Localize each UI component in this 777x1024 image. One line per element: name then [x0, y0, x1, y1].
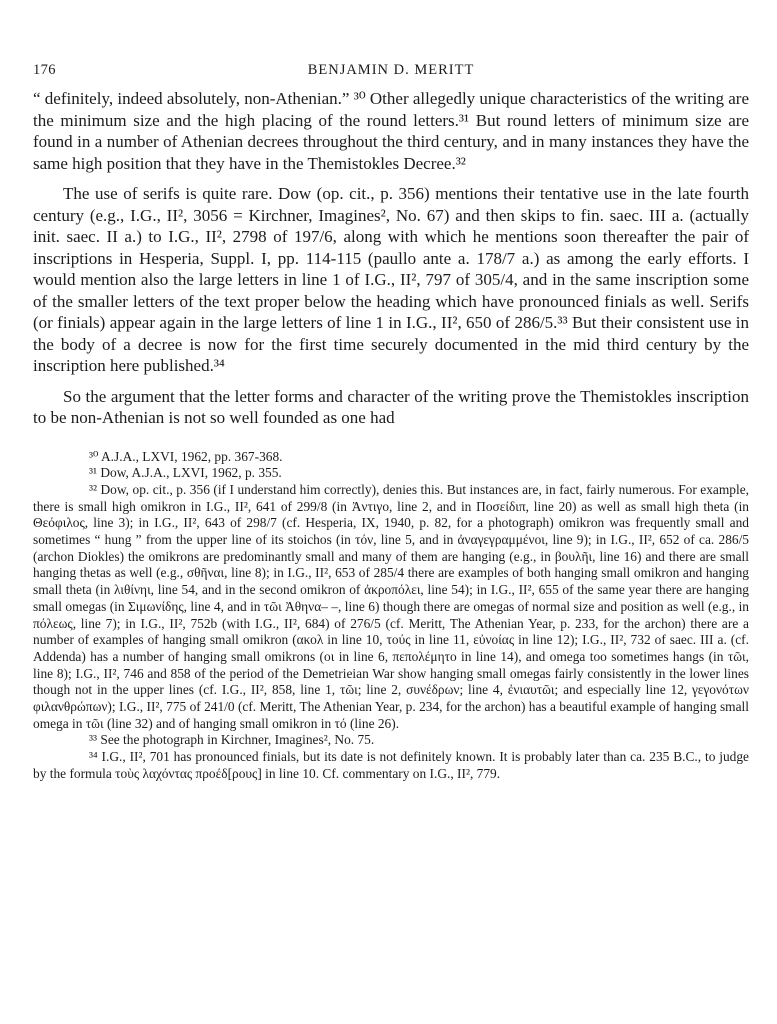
paragraph: “ definitely, indeed absolutely, non-Athenian.” ³⁰ Other allegedly unique characteristics of the writing are the minimum size and the high placing of the round letters.³¹ But round letters of minimum size are found in a number of Athenian decrees throughout the third century, and in many instances they have the same high position that they have in the Themistokles Decree.³² [33, 89, 749, 173]
paragraph: The use of serifs is quite rare. Dow (op. cit., p. 356) mentions their tentative use in the late fourth century (e.g., I.G., II², 3056 = Kirchner, Imagines², No. 67) and then skips to fin. saec. III a. (actually init. saec. II a.) to I.G., II², 2798 of 197/6, along with which he mentions soon thereafter the pair of inscriptions in Hesperia, Suppl. I, pp. 114-115 (paullo ante a. 178/7 a.) as among the early efforts. I would mention also the large letters in line 1 of I.G., II², 797 of 305/4, and in the same inscription some of the smaller letters of the text proper below the heading which have pronounced finials as well. Serifs (or finials) appear again in the large letters of line 1 in I.G., II², 650 of 286/5.³³ But their consistent use in the body of a decree is now for the first time securely documented in the mid third century by the inscription here published.³⁴ [33, 184, 749, 375]
body-text [33, 88, 749, 429]
footnote-30: ³⁰ A.J.A., LXVI, 1962, pp. 367-368. [89, 448, 283, 464]
footnote-31: ³¹ Dow, A.J.A., LXVI, 1962, p. 355. [89, 465, 282, 481]
footnote-34: ³⁴ I.G., II², 701 has pronounced finials, but its date is not definitely known. It is probably later than ca. 235 B.C., to judge by the formula τοὺς λαχόντας προέδ[ρους] in line 10. Cf. commentary on I.G., II², 779. [33, 749, 749, 781]
page-number: 176 [33, 62, 56, 78]
footnote-33: ³³ See the photograph in Kirchner, Imagines², No. 75. [89, 732, 375, 748]
author-running-title: BENJAMIN D. MERITT [307, 62, 475, 78]
running-head [33, 62, 749, 88]
footnotes [33, 449, 749, 783]
footnote-32: ³² Dow, op. cit., p. 356 (if I understand him correctly), denies this. But instances are, in fact, fairly numerous. For example, there is small high omikron in I.G., II², 641 of 299/8 (in Ἀντιγο, line 2, and in Ποσείδιπ, line 20) as well as small high theta (in Θεόφιλος, line 3); in I.G., II², 643 of 298/7 (cf. Hesperia, IX, 1940, p. 82, for a photograph) omikron was frequently small and sometimes “ hung ” from the upper line of its stoichos (in τόν, line 5, and in ἀναγεγραμμένοι, line 9); in I.G., II², 652 of ca. 286/5 (archon Diokles) the omikrons are predominantly small and many of them are hanging (e.g., in βουλῆι, line 16) and there are small hanging thetas as well (e.g., σθῆναι, line 8); in I.G., II², 653 of 285/4 there are examples of both hanging small omikron and hanging small theta (in λιθίνηι, line 54, and in the second omikron of ἀκροπόλει, line 54); in I.G., II², 655 of the same year there are hanging small omegas (in Σιμωνίδης, line 4, and in τῶι Ἀθηνα– –, line 6) though there are omegas of normal size and position as well (e.g., in πόλεως, line 7); in I.G., II², 752b (with I.G., II², 684) of 276/5 (cf. Meritt, The Athenian Year, p. 233, for the archon) there are a number of examples of hanging small omikron (ακολ in line 10, τούς in line 11, εὐνοίας in line 12); I.G., II², 732 of saec. III a. (cf. Addenda) has a number of hanging small omikrons (οι in line 6, πεπολέμητο in line 14), and omega too sometimes hangs (in τῶι, line 8); I.G., II², 746 and 858 of the period of the Demetrieian War show hanging small omegas fairly consistently in the lower lines though not in the upper lines (cf. I.G., II², 858, line 1, τῶι; line 2, συνέδρων; line 4, ἐνιαυτῶι; and especially line 12, γεγονότων φιλανθρώπων); I.G., II², 775 of 241/0 (cf. Meritt, The Athenian Year, p. 234, for the archon) has a beautiful example of hanging small omega in τῶι (line 32) and of hanging small omikron in τό (line 26). [33, 481, 749, 731]
paragraph: So the argument that the letter forms and character of the writing prove the Themistokles inscription to be non-Athenian is not so well founded as one had [33, 386, 749, 427]
document-page [33, 62, 749, 783]
